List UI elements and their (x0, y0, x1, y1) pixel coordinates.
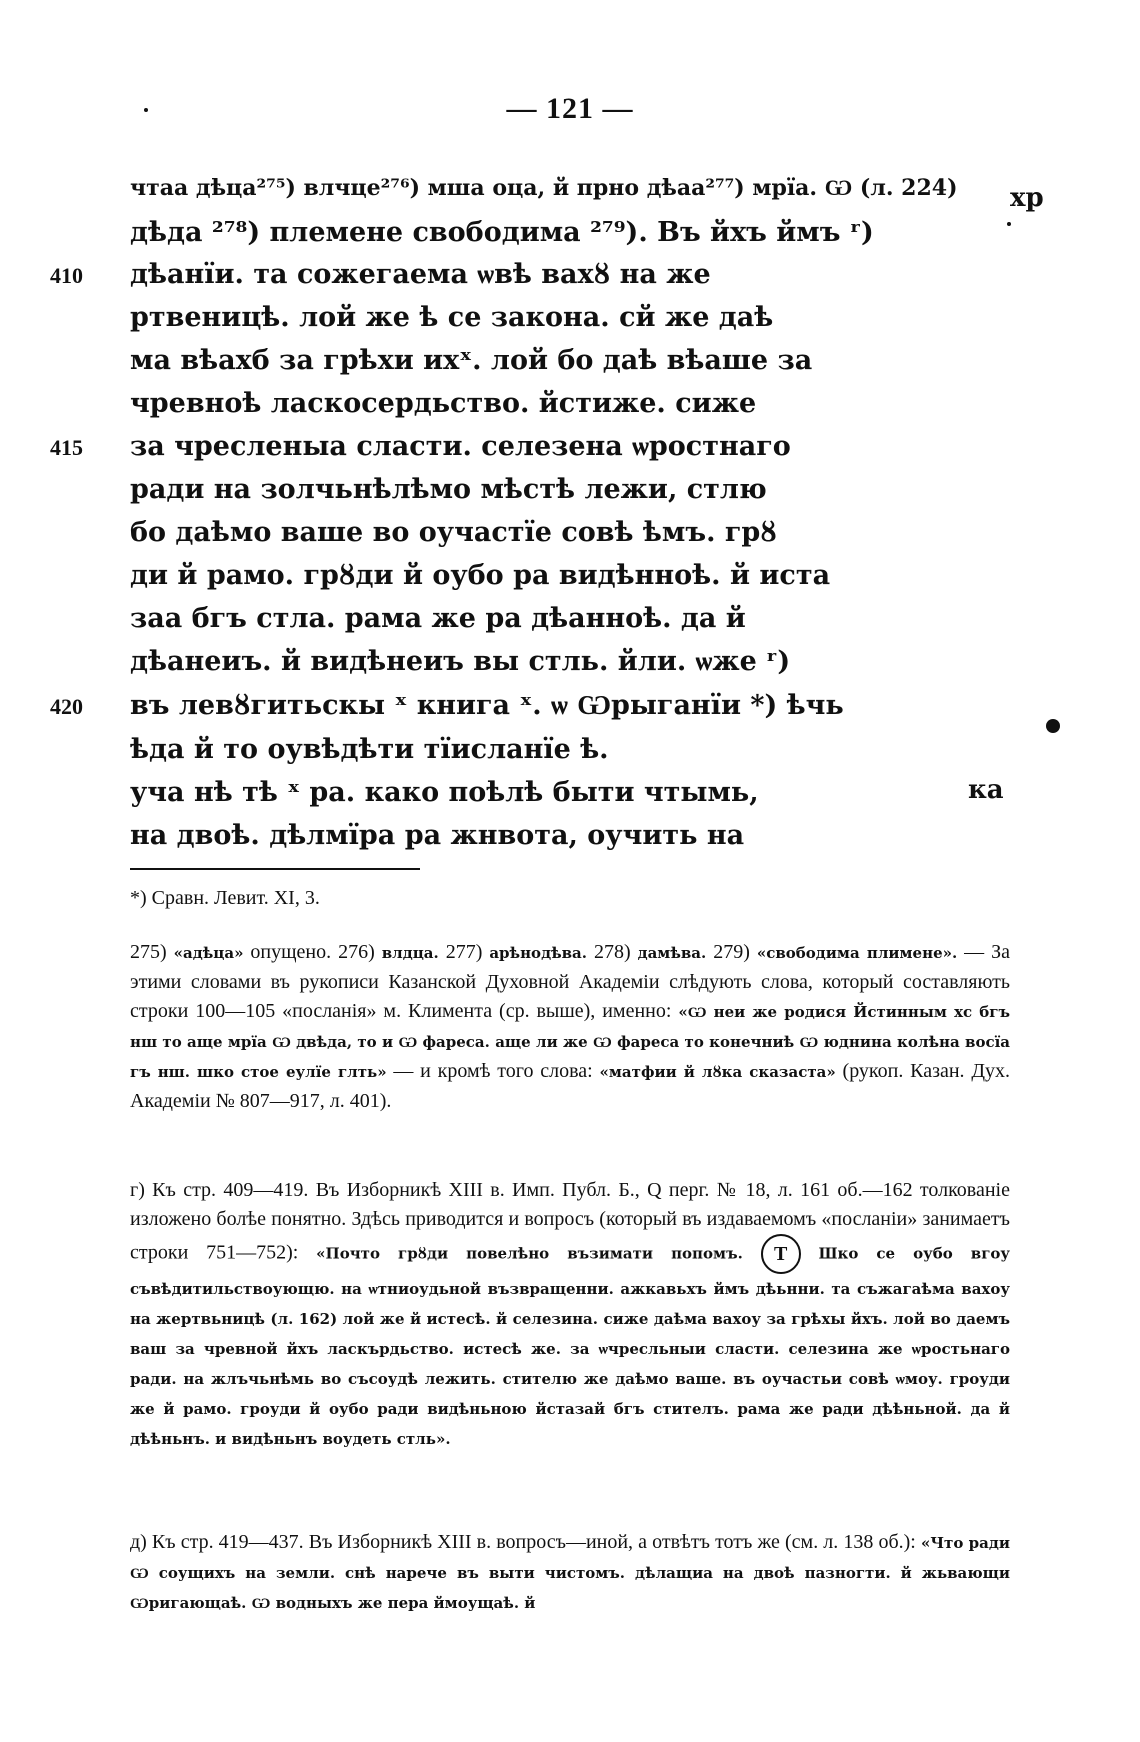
text-line: ма вѣахб за грѣхи ихˣ. лой бо даѣ вѣаше за (130, 345, 813, 376)
text-line: чтаа дѣца²⁷⁵) влчце²⁷⁶) мша оца, й прно дѣаа²⁷⁷) мрїа. Ѡ (л. 224) (130, 175, 958, 201)
margin-note: хр (1010, 183, 1044, 213)
text-line: за чресленыа сласти. селезена ѡростнаго (130, 431, 791, 462)
text-line: ртвеницѣ. лой же ѣ се закона. сй же даѣ (130, 302, 774, 333)
footnote-rule (130, 868, 420, 870)
text-line: ѣда й то оувѣдѣти тїисланїе ѣ. (130, 734, 609, 765)
speck (144, 108, 148, 112)
note-text: — и кромѣ того слова: (386, 1060, 600, 1082)
note-g (130, 1176, 1010, 1454)
page-number: — 121 — (506, 92, 634, 125)
slavonic-quote: «матфии й лȣка сказаста» (599, 1063, 836, 1081)
margin-note: ка (968, 775, 1004, 805)
line-number: 410 (50, 263, 83, 288)
note-text: 277) (438, 941, 483, 963)
speck (1046, 719, 1060, 733)
text-line: на двоѣ. дѣлмїра ра жнвота, оучить на (130, 820, 745, 851)
note-275 (130, 938, 1010, 1116)
note-text: г) Къ стр. 409—419. Въ Изборникѣ XIII в. Имп. Публ. Б., Q перг. № 18, л. 161 об.—162 толкованіе изложено болѣе понятно. Здѣсь приводится и вопросъ (который въ издаваемомъ «посланіи» занимаетъ строки 751—752): (130, 1179, 1010, 1264)
text-line: ради на золчьнѣлѣмо мѣстѣ лежи, стлю (130, 474, 767, 505)
text-line: дѣда ²⁷⁸) племене свободима ²⁷⁹). Въ йхъ ймъ ʳ) (130, 217, 874, 248)
slavonic-quote: «Почто грȣди повелѣно възимати попомъ. (316, 1244, 743, 1263)
line-number: 420 (50, 694, 83, 719)
note-text: 275) (130, 941, 167, 963)
slavonic-quote: «Ѡ неи же родися Йстинным хс бгъ нш то аще мрїа Ѡ двѣда, то и Ѡ фареса. аще ли же Ѡ фареса то конечниѣ Ѡ юднина колѣна восїа гъ нш. шко стое еулїе глть» (130, 1003, 1010, 1081)
text-line: бо даѣмо ваше во оучастїе совѣ ѣмъ. грȣ (130, 517, 777, 548)
note-text: д) Къ стр. 419—437. Въ Изборникѣ XIII в. вопросъ—иной, а отвѣтъ тотъ же (см. л. 138 об.): (130, 1531, 921, 1553)
note-text: опущено. 276) (243, 941, 375, 963)
text-line: дѣанеиъ. й видѣнеиъ вы стль. йли. ѡже ʳ) (130, 646, 791, 677)
slavonic-quote: влдца. (381, 944, 439, 962)
slavonic-quote: Шко се оубо вгоу съвѣдитильствоующю. на ѡтниоудьной възвращенни. ажкавьхъ ймъ дѣьнни. та съжагаѣма вахоу на жертвьницѣ (л. 162) лой же й истесѣ. й селезина. сиже даѣма вахоу за грѣхы йхъ. лой во даемъ ваш за чревной йхъ ласкърдьство. истесѣ же. за ѡчресльныи сласти. селезина же ѡростьнаго ради. на жлъчьнѣмь во съсоудѣ лежить. стителю же даѣмо ваше. въ оучастьи совѣ ѡмоу. гроуди же й рамо. гроуди й оубо ради видѣньною йстазай бгъ стителъ. рама же ради дѣѣньной. да й дѣѣньнъ. и видѣньнъ воудеть стль». (130, 1244, 1010, 1448)
note-d (130, 1528, 1010, 1618)
slavonic-quote: арѣнодѣва. (489, 944, 587, 962)
slavonic-quote: дамѣва. (637, 944, 707, 962)
text-line: чревноѣ ласкосердьство. йстиже. сиже (130, 388, 757, 419)
text-line: ди й рамо. грȣди й оубо ра видѣнноѣ. й иста (130, 560, 831, 591)
circled-letter: Т (761, 1234, 801, 1274)
slavonic-quote: «Что ради Ѡ соущихъ на земли. снѣ нарече въ выти чистомъ. дѣлащиа на двоѣ пазногти. й жьвающи Ѡригающаѣ. Ѡ водныхъ же пера ймоущаѣ. й (130, 1534, 1010, 1612)
text-line: дѣанїи. та сожегаема ѡвѣ вахȣ на же (130, 259, 711, 290)
line-number: 415 (50, 435, 83, 460)
footnote-star: *) Сравн. Левит. XI, 3. (130, 887, 320, 909)
slavonic-quote: «свободима плимене». (756, 944, 958, 962)
text-line: заа бгъ стла. рама же ра дѣанноѣ. да й (130, 603, 746, 634)
speck (1007, 222, 1011, 226)
text-line: уча нѣ тѣ ˣ ра. како поѣлѣ быти чтымь, (130, 777, 759, 808)
note-text: (рукоп. Казан. Дух. Академіи № 807—917, л. 401). (130, 1060, 1010, 1112)
note-text: 278) (586, 941, 631, 963)
note-text: — За этими словами въ рукописи Казанской Духовной Академіи слѣдують слова, который составляють строки 100—105 «посланія» м. Климента (ср. выше), именно: (130, 941, 1011, 1022)
text-line: въ левȣгитьскы ˣ книга ˣ. ѡ Ѡрыганїи *) ѣчь (130, 690, 844, 721)
note-text: 279) (706, 941, 750, 963)
slavonic-quote: «адѣца» (173, 944, 244, 962)
